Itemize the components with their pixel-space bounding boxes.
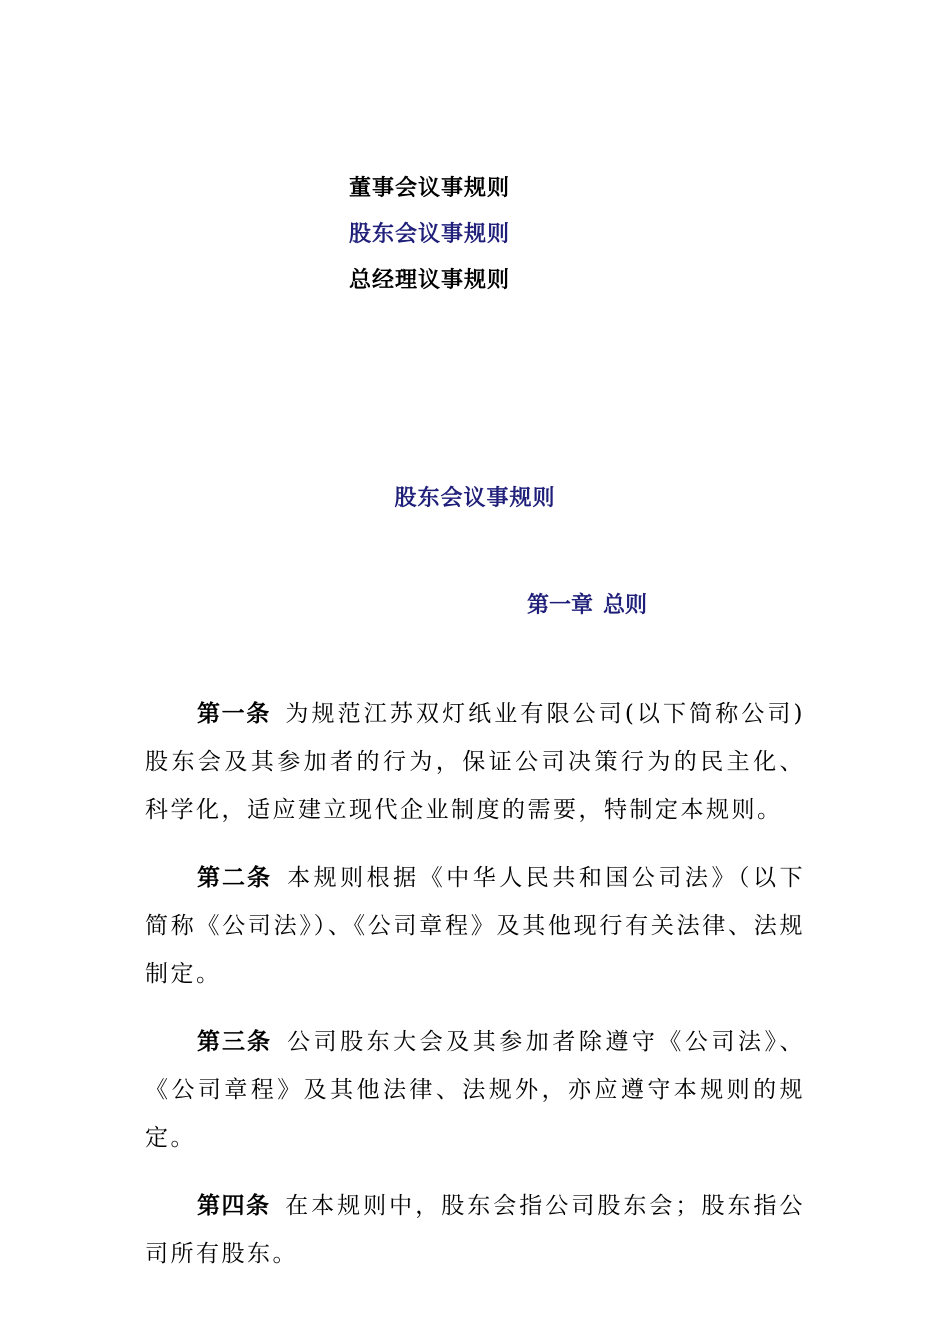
toc-item-shareholder-rules[interactable]: 股东会议事规则 xyxy=(349,221,511,247)
article-text: 为规范江苏双灯纸业有限公司(以下简称公司)股东会及其参加者的行为，保证公司决策行为的民主化、科学化，适应建立现代企业制度的需要，特制定本规则。 xyxy=(145,701,806,823)
article-label: 第一条 xyxy=(197,701,271,727)
article-text: 本规则根据《中华人民共和国公司法》（以下简称《公司法》）、《公司章程》及其他现行有关法律、法规制定。 xyxy=(145,865,806,987)
article xyxy=(145,1018,805,1162)
toc-item-board-rules[interactable]: 董事会议事规则 xyxy=(349,175,511,201)
chapter-number: 第一章 xyxy=(527,593,594,618)
article-text: 在本规则中，股东会指公司股东会；股东指公司所有股东。 xyxy=(145,1193,806,1267)
chapter-name: 总则 xyxy=(603,593,648,618)
article xyxy=(145,1182,805,1278)
article-label: 第三条 xyxy=(197,1029,273,1055)
article xyxy=(145,854,805,998)
table-of-contents xyxy=(349,170,510,308)
article-label: 第四条 xyxy=(197,1193,271,1219)
article-text: 公司股东大会及其参加者除遵守《公司法》、《公司章程》及其他法律、法规外，亦应遵守本规则的规定。 xyxy=(145,1029,806,1151)
document-title: 股东会议事规则 xyxy=(394,485,556,511)
article-label: 第二条 xyxy=(197,865,273,891)
article xyxy=(145,690,805,834)
articles-section xyxy=(145,690,805,1298)
toc-item-gm-rules[interactable]: 总经理议事规则 xyxy=(349,267,511,293)
chapter-heading xyxy=(527,588,647,624)
